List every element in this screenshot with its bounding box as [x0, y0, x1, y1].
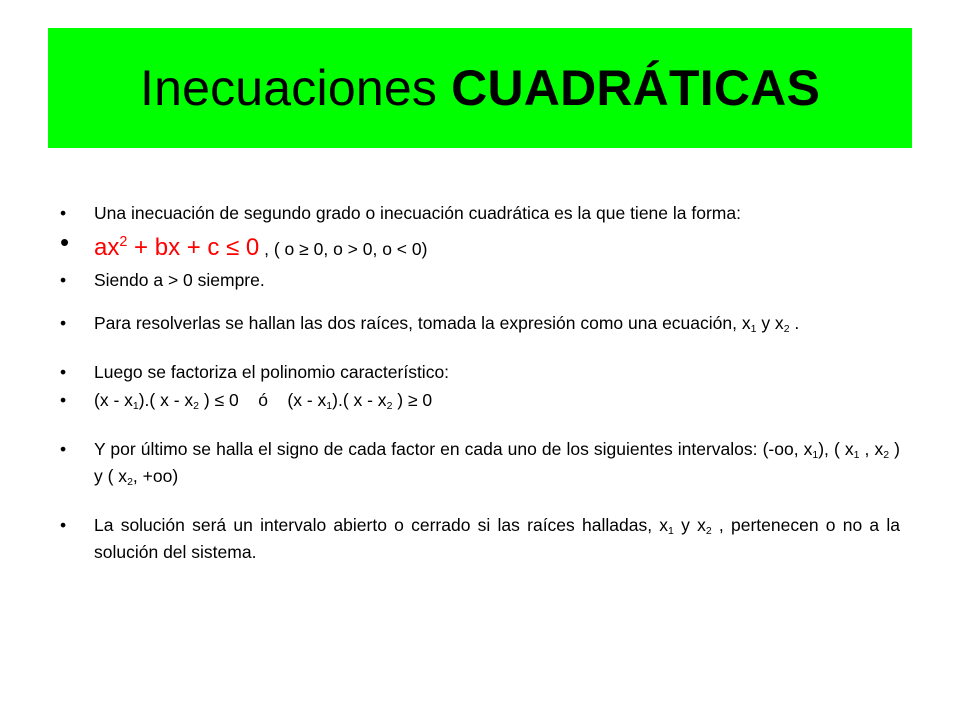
sub-1: 1: [750, 323, 757, 335]
formula: [94, 234, 259, 261]
bullet-definition-text: Una inecuación de segundo grado o inecuación cuadrática es la que tiene la forma:: [94, 203, 741, 223]
roots-text: Para resolverlas se hallan las dos raíces, tomada la expresión como una ecuación, x: [94, 313, 751, 333]
bullet-factor: [60, 362, 900, 383]
factorized-p5: ) ≥ 0: [392, 390, 433, 410]
sub-2: 2: [783, 323, 790, 335]
bullet-roots: [60, 313, 900, 340]
intervals-p3: , x: [859, 439, 884, 459]
bullet-condition-text: Siendo a > 0 siempre.: [94, 270, 265, 290]
title-normal: Inecuaciones: [139, 60, 452, 116]
bullet-solution: [60, 515, 900, 563]
formula-alternatives: , ( o ≥ 0, o > 0, o < 0): [259, 239, 428, 259]
solution-p1: La solución será un intervalo abierto o cerrado si las raíces halladas, x: [94, 515, 669, 535]
intervals-s3: 2: [883, 449, 890, 461]
bullet-intervals: [60, 439, 900, 493]
bullet-factorized: [60, 390, 900, 417]
solution-p2: y x: [673, 515, 706, 535]
formula-b: + bx + c ≤ 0: [127, 234, 260, 261]
solution-p3: , pertenecen o no a la solución del sistema.: [94, 515, 901, 562]
title-bold: CUADRÁTICAS: [451, 60, 820, 116]
roots-mid: y x: [756, 313, 784, 333]
factorized-s4: 2: [386, 400, 393, 412]
bullet-formula: [60, 227, 900, 264]
roots-end: .: [789, 313, 800, 333]
solution-s1: 1: [668, 525, 674, 537]
factorized-p4: ).( x - x: [332, 390, 387, 410]
intervals-s4: 2: [127, 476, 133, 488]
intervals-p4: ) y ( x: [94, 439, 900, 486]
bullet-list: [60, 203, 900, 563]
formula-a: ax: [94, 234, 120, 261]
bullet-definition: [60, 203, 900, 224]
intervals-p1: Y por último se halla el signo de cada factor en cada uno de los siguientes intervalos: (-oo, x: [94, 439, 813, 459]
title-banner: [48, 28, 912, 148]
intervals-p5: , +oo): [132, 466, 179, 486]
solution-s2: 2: [705, 525, 712, 537]
bullet-factor-text: Luego se factoriza el polinomio característico:: [94, 362, 450, 382]
intervals-p2: ), ( x: [818, 439, 854, 459]
factorized-p2: ).( x - x: [138, 390, 194, 410]
formula-exp: 2: [119, 234, 128, 250]
factorized-s1: 1: [132, 400, 139, 412]
factorized-s3: 1: [326, 400, 333, 412]
factorized-s2: 2: [193, 400, 200, 412]
page-title: [139, 60, 820, 116]
factorized-p3: ) ≤ 0 ó (x - x: [199, 390, 327, 410]
factorized-p1: (x - x: [94, 390, 133, 410]
bullet-condition: [60, 270, 900, 291]
intervals-s2: 1: [853, 449, 860, 461]
intervals-s1: 1: [812, 449, 819, 461]
